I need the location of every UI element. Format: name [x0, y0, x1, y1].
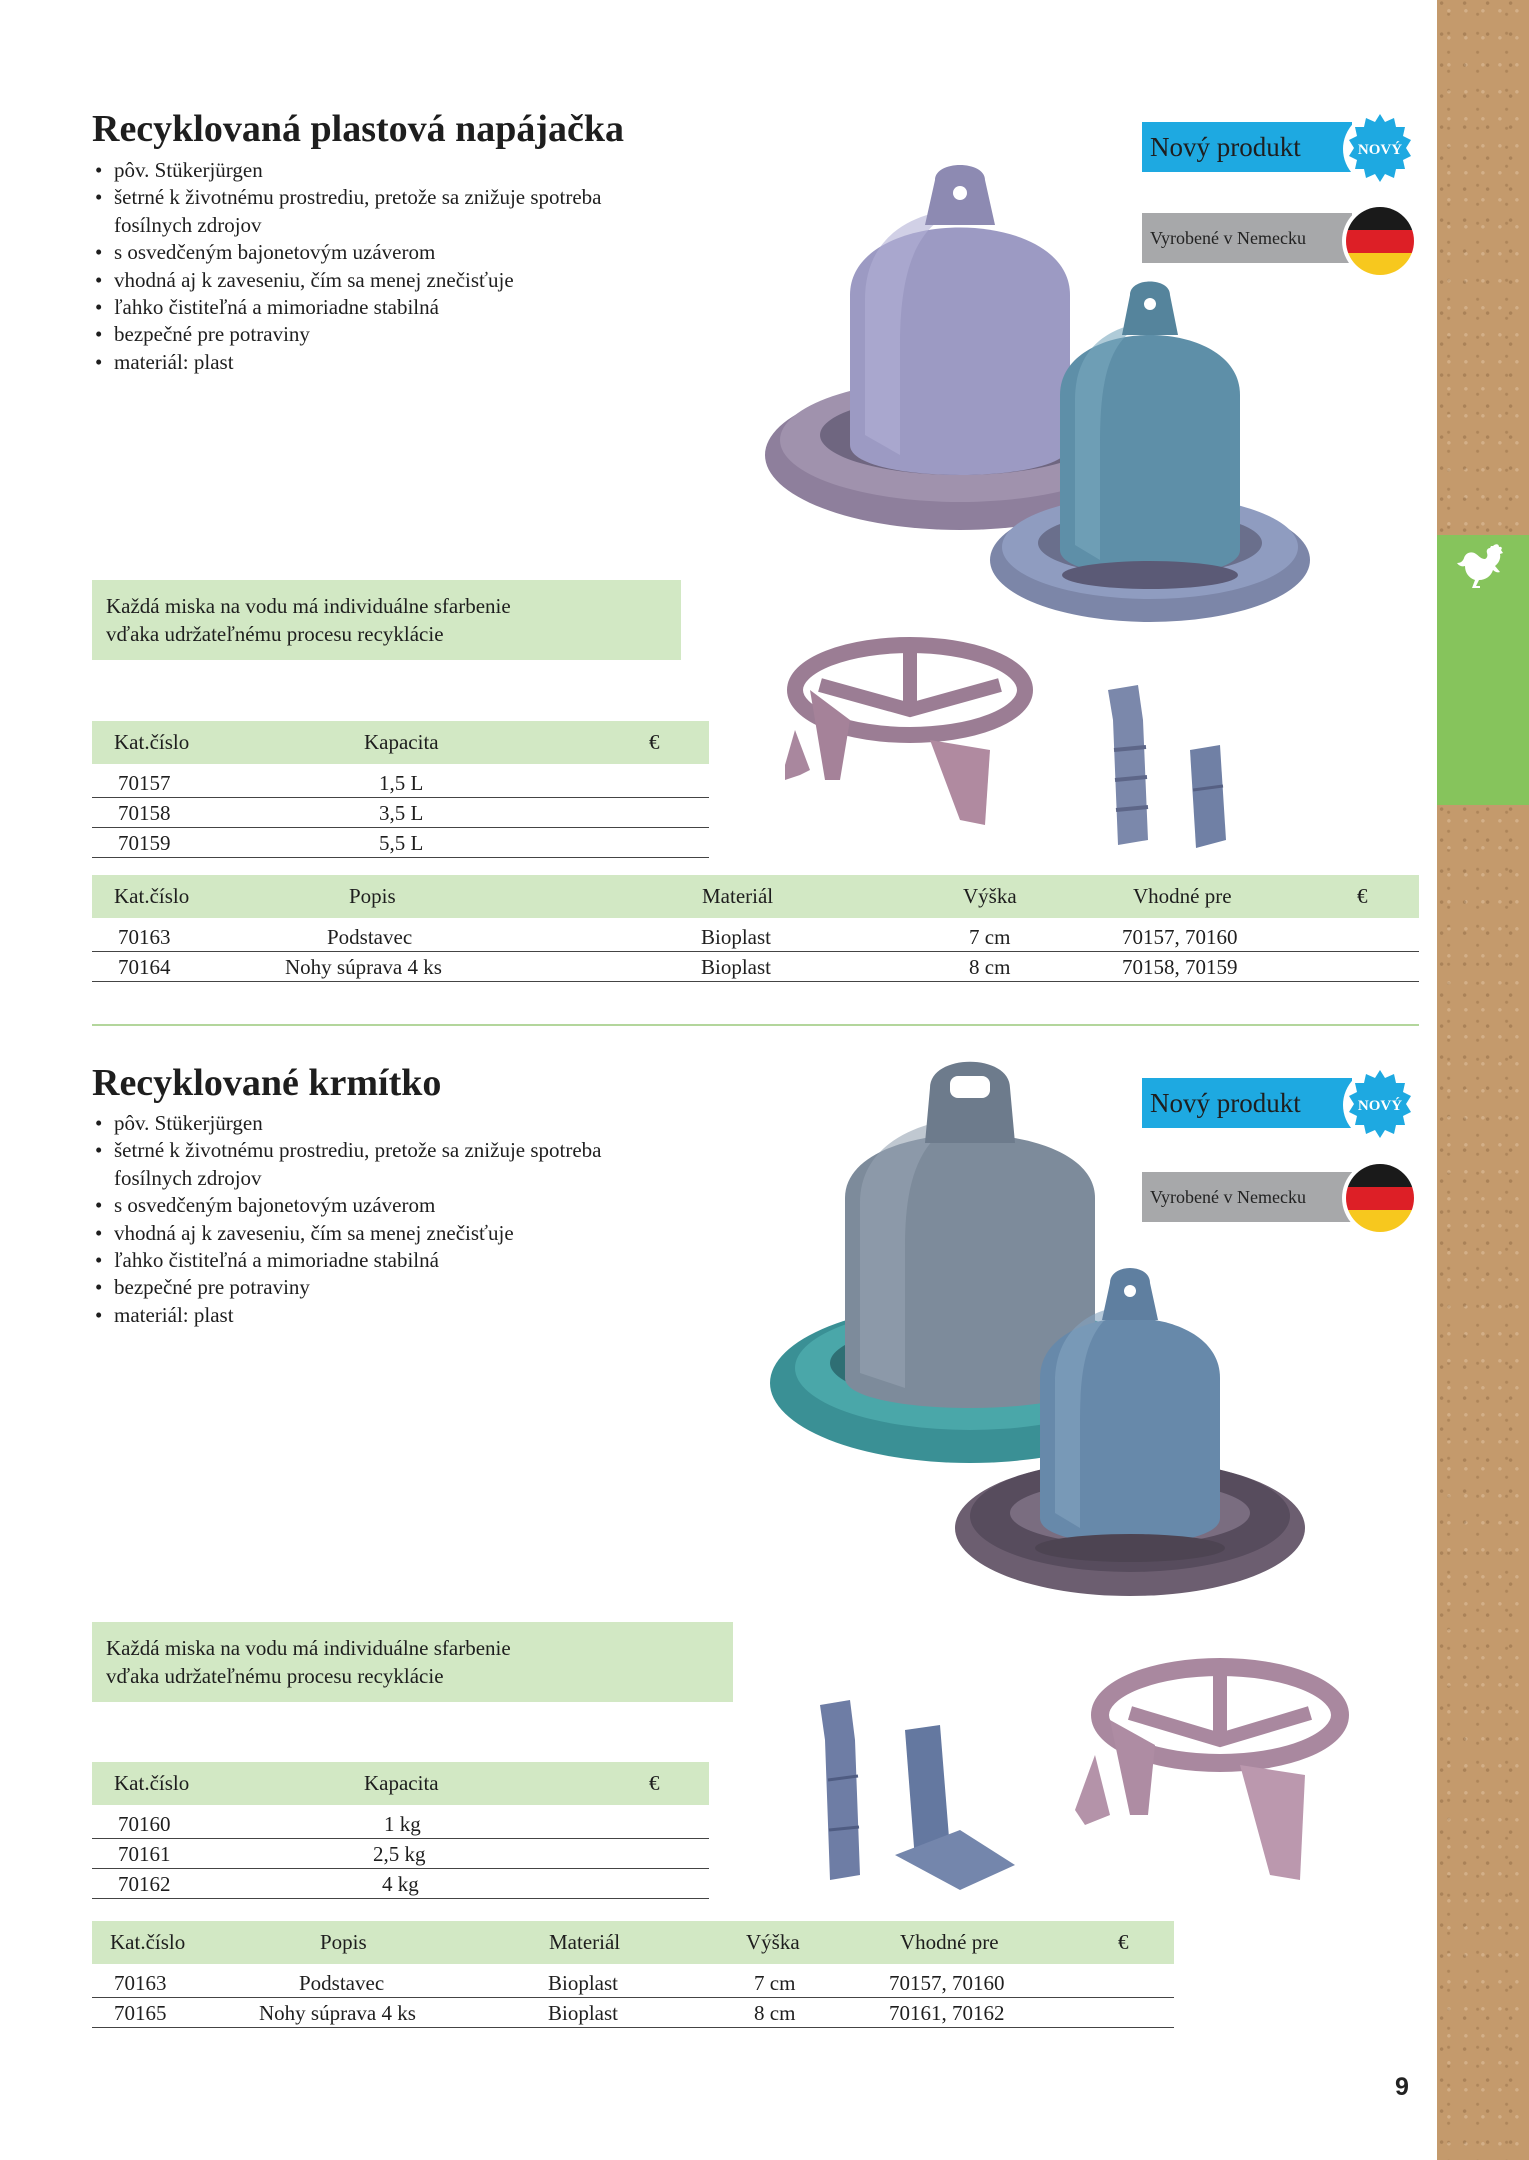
- cell-description: Nohy súprava 4 ks: [259, 2001, 416, 2025]
- feature-item: • ľahko čistiteľná a mimoriadne stabilná: [92, 1247, 692, 1274]
- cell-cat-no: 70158: [118, 801, 171, 825]
- feature-item: • ľahko čistiteľná a mimoriadne stabilná: [92, 294, 692, 321]
- header-height: Výška: [963, 884, 1017, 908]
- header-material: Materiál: [702, 884, 774, 908]
- kraft-paper-strip: [1437, 0, 1529, 2160]
- cell-cat-no: 70164: [118, 955, 171, 979]
- header-price: €: [1118, 1930, 1129, 1954]
- feature-item: • vhodná aj k zaveseniu, čím sa menej znečisťuje: [92, 267, 692, 294]
- header-cat-no: Kat.číslo: [114, 884, 190, 908]
- header-suitable-for: Vhodné pre: [900, 1930, 999, 1954]
- new-product-label: Nový produkt: [1150, 1088, 1301, 1118]
- germany-flag-icon: [1340, 1158, 1420, 1238]
- cell-capacity: 1 kg: [384, 1812, 421, 1836]
- product-title: Recyklovaná plastová napájačka: [92, 108, 625, 150]
- cell-material: Bioplast: [701, 955, 772, 979]
- feature-item: • pôv. Stükerjürgen: [92, 1110, 692, 1137]
- cell-capacity: 2,5 kg: [373, 1842, 426, 1866]
- cell-description: Podstavec: [327, 925, 413, 949]
- header-capacity: Kapacita: [364, 1771, 439, 1795]
- cell-suitable-for: 70157, 70160: [889, 1971, 1005, 1995]
- cell-material: Bioplast: [701, 925, 772, 949]
- product-title: Recyklované krmítko: [92, 1062, 442, 1104]
- cell-capacity: 4 kg: [382, 1872, 419, 1896]
- header-price: €: [649, 1771, 660, 1795]
- recycling-note-line: Každá miska na vodu má individuálne sfarbenie: [106, 594, 511, 618]
- header-height: Výška: [746, 1930, 800, 1954]
- page-number: 9: [1395, 2073, 1409, 2101]
- header-capacity: Kapacita: [364, 730, 439, 754]
- cell-height: 7 cm: [969, 925, 1011, 949]
- cell-height: 7 cm: [754, 1971, 796, 1995]
- table-row: [92, 1968, 1174, 1998]
- header-description: Popis: [349, 884, 396, 908]
- table-row: [92, 1839, 709, 1869]
- feeder-product-image: [770, 1058, 1320, 1598]
- rooster-icon: [1452, 540, 1512, 600]
- header-material: Materiál: [549, 1930, 621, 1954]
- made-in-germany-label: Vyrobené v Nemecku: [1150, 1187, 1306, 1207]
- capacity-table: [92, 1762, 709, 1899]
- recycling-note-line: vďaka udržateľnému procesu recyklácie: [106, 622, 444, 646]
- feature-item: • s osvedčeným bajonetovým uzáverom: [92, 239, 692, 266]
- header-description: Popis: [320, 1930, 367, 1954]
- cell-height: 8 cm: [754, 2001, 796, 2025]
- header-suitable-for: Vhodné pre: [1133, 884, 1232, 908]
- feature-item: • materiál: plast: [92, 349, 692, 376]
- cell-capacity: 1,5 L: [379, 771, 424, 795]
- new-star-label: NOVÝ: [1357, 1098, 1403, 1114]
- header-cat-no: Kat.číslo: [110, 1930, 186, 1954]
- cell-cat-no: 70163: [114, 1971, 167, 1995]
- feature-item: • šetrné k životnému prostrediu, pretože sa znižuje spotreba: [92, 1137, 692, 1164]
- cell-cat-no: 70159: [118, 831, 171, 855]
- cell-capacity: 5,5 L: [379, 831, 424, 855]
- cell-material: Bioplast: [548, 2001, 619, 2025]
- new-product-label: Nový produkt: [1150, 132, 1301, 162]
- recycling-note: [92, 1622, 733, 1702]
- cell-cat-no: 70163: [118, 925, 171, 949]
- accessory-table: [92, 1921, 1174, 2028]
- cell-cat-no: 70157: [118, 771, 171, 795]
- feature-item: • šetrné k životnému prostrediu, pretože sa znižuje spotreba: [92, 184, 692, 211]
- cell-suitable-for: 70161, 70162: [889, 2001, 1005, 2025]
- cell-suitable-for: 70157, 70160: [1122, 925, 1238, 949]
- feature-item: • pôv. Stükerjürgen: [92, 157, 692, 184]
- header-cat-no: Kat.číslo: [114, 1771, 190, 1795]
- cell-description: Nohy súprava 4 ks: [285, 955, 442, 979]
- table-row: [92, 1998, 1174, 2028]
- feature-item: • vhodná aj k zaveseniu, čím sa menej znečisťuje: [92, 1220, 692, 1247]
- recycling-note-line: vďaka udržateľnému procesu recyklácie: [106, 1664, 444, 1688]
- cell-cat-no: 70165: [114, 2001, 167, 2025]
- made-in-germany-label: Vyrobené v Nemecku: [1150, 228, 1306, 248]
- cell-cat-no: 70161: [118, 1842, 171, 1866]
- new-star-icon: [1341, 1066, 1419, 1144]
- new-star-label: NOVÝ: [1357, 142, 1403, 158]
- table-header: [92, 1921, 1174, 1964]
- header-price: €: [1357, 884, 1368, 908]
- cell-material: Bioplast: [548, 1971, 619, 1995]
- table-row: [92, 1809, 709, 1839]
- cell-cat-no: 70160: [118, 1812, 171, 1836]
- feature-item: • bezpečné pre potraviny: [92, 1274, 692, 1301]
- table-header: [92, 1762, 709, 1805]
- feature-item-continued: fosílnych zdrojov: [114, 1165, 262, 1190]
- feeder-legs-product-image: [810, 1690, 1030, 1890]
- cell-suitable-for: 70158, 70159: [1122, 955, 1238, 979]
- cell-capacity: 3,5 L: [379, 801, 424, 825]
- feeder-stand-product-image: [1070, 1645, 1355, 1890]
- cell-height: 8 cm: [969, 955, 1011, 979]
- feature-list: [92, 1110, 692, 1329]
- feature-item: • s osvedčeným bajonetovým uzáverom: [92, 1192, 692, 1219]
- feature-item: • bezpečné pre potraviny: [92, 321, 692, 348]
- feature-item: • materiál: plast: [92, 1302, 692, 1329]
- cell-description: Podstavec: [299, 1971, 385, 1995]
- header-price: €: [649, 730, 660, 754]
- feature-item-continued: fosílnych zdrojov: [114, 212, 262, 237]
- table-row: [92, 1869, 709, 1899]
- cell-cat-no: 70162: [118, 1872, 171, 1896]
- recycling-note-line: Každá miska na vodu má individuálne sfarbenie: [106, 1636, 511, 1660]
- header-cat-no: Kat.číslo: [114, 730, 190, 754]
